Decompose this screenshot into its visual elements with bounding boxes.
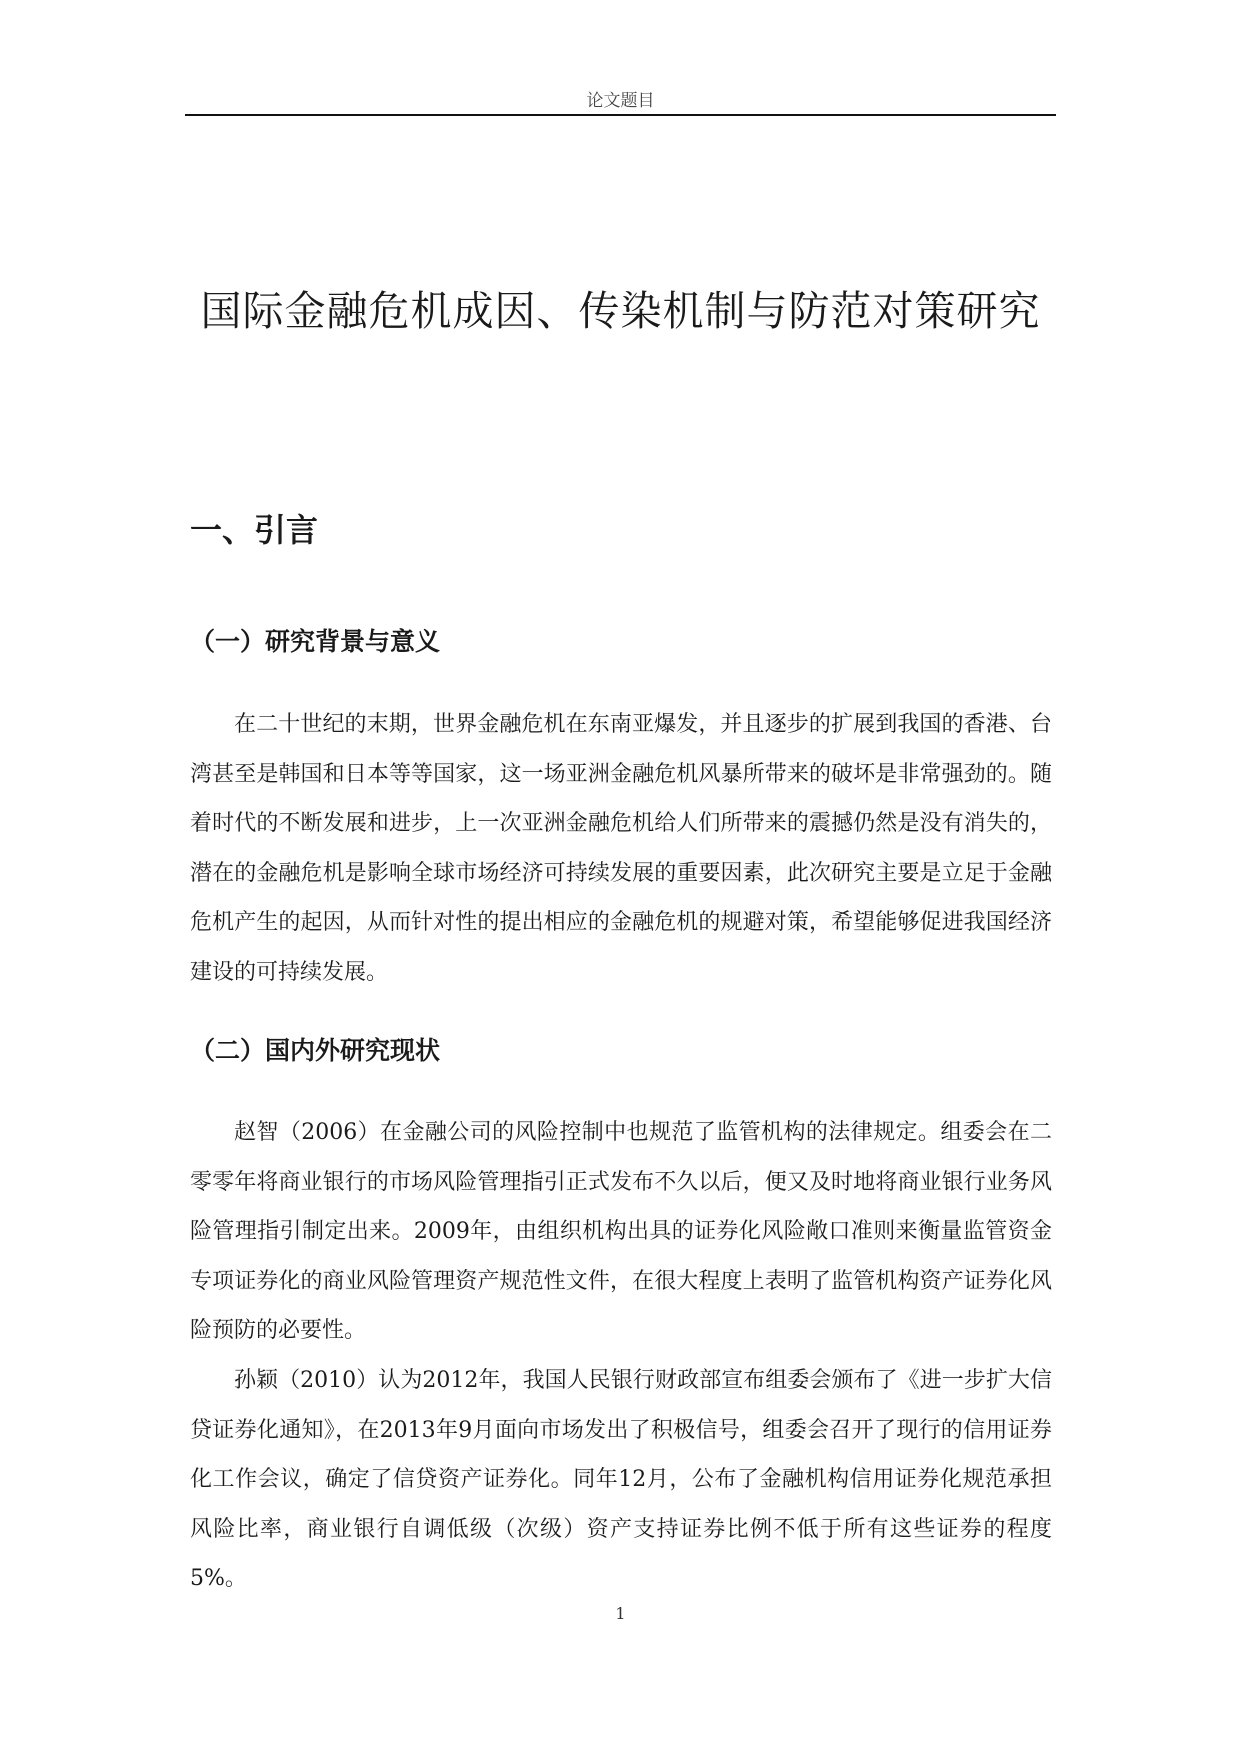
paragraph-research-status-2: 孙颖（2010）认为2012年，我国人民银行财政部宣布组委会颁布了《进一步扩大信贷证券化通知》，在2013年9月面向市场发出了积极信号，组委会召开了现行的信用证券化工作会议，确定了信贷资产证券化。同年12月，公布了金融机构信用证券化规范承担风险比率，商业银行自调低级（次级）资产支持证券比例不低于所有这些证券的程度5%。 xyxy=(190,1368,1052,1591)
section-heading-introduction: 一、引言 xyxy=(190,511,319,549)
subsection-heading-research-status: （二）国内外研究现状 xyxy=(190,1036,441,1065)
paragraph-research-status-1: 赵智（2006）在金融公司的风险控制中也规范了监管机构的法律规定。组委会在二零零年将商业银行的市场风险管理指引正式发布不久以后，便又及时地将商业银行业务风险管理指引制定出来。2009年，由组织机构出具的证券化风险敞口准则来衡量监管资金专项证券化的商业风险管理资产规范性文件，在很大程度上表明了监管机构资产证券化风险预防的必要性。 xyxy=(190,1120,1052,1343)
document-title: 国际金融危机成因、传染机制与防范对策研究 xyxy=(200,287,1041,335)
subsection-heading-background: （一）研究背景与意义 xyxy=(190,627,441,656)
running-header: 论文题目 xyxy=(586,91,655,111)
paragraph-background: 在二十世纪的末期，世界金融危机在东南亚爆发，并且逐步的扩展到我国的香港、台湾甚至是韩国和日本等等国家，这一场亚洲金融危机风暴所带来的破坏是非常强劲的。随着时代的不断发展和进步，上一次亚洲金融危机给人们所带来的震撼仍然是没有消失的，潜在的金融危机是影响全球市场经济可持续发展的重要因素，此次研究主要是立足于金融危机产生的起因，从而针对性的提出相应的金融危机的规避对策，希望能够促进我国经济建设的可持续发展。 xyxy=(190,712,1052,985)
header-rule xyxy=(185,114,1056,116)
page-number: 1 xyxy=(615,1604,626,1623)
